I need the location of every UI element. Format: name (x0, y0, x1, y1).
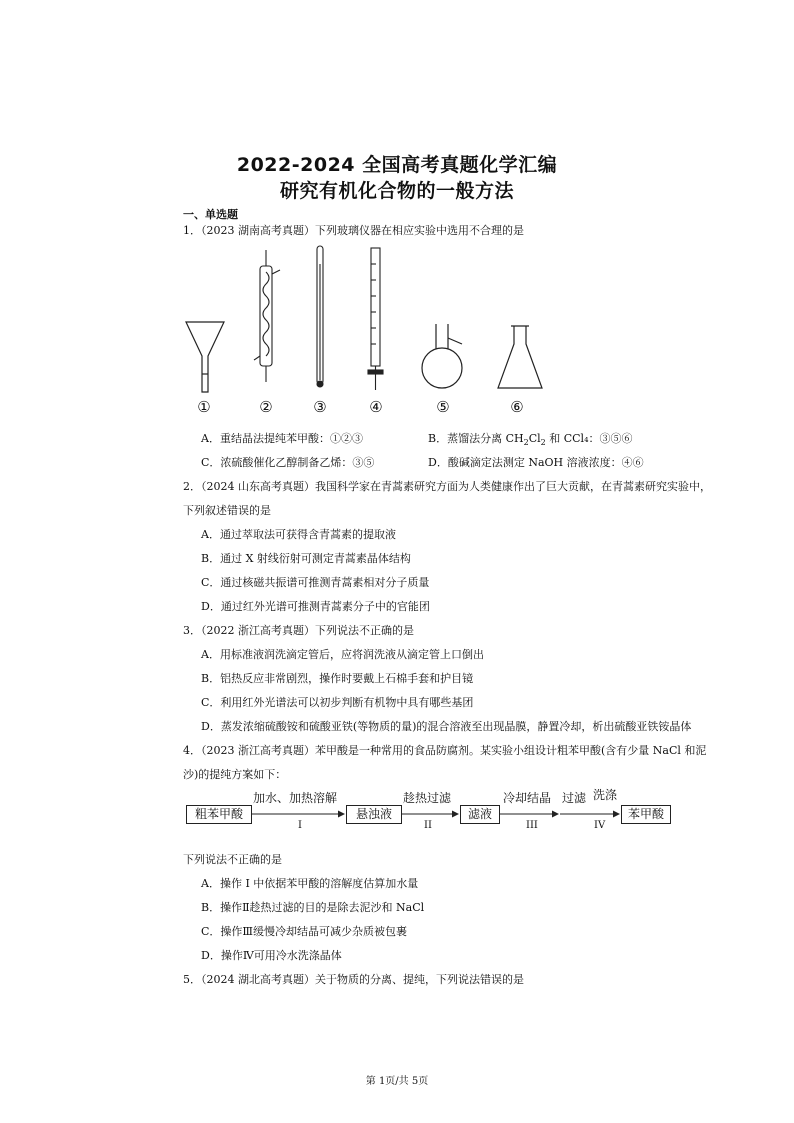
flow-box-product: 苯甲酸 (621, 805, 671, 824)
q2-stem-line2: 下列叙述错误的是 (183, 504, 271, 517)
q1-option-a: A．重结晶法提纯苯甲酸：①②③ (201, 432, 363, 445)
q4-stem-line1: 4．（2023 浙江高考真题）苯甲酸是一种常用的食品防腐剂。某实验小组设计粗苯甲酸(含有少量 NaCl 和泥 (183, 744, 707, 757)
doc-title-line1: 2022-2024 全国高考真题化学汇编 (236, 154, 558, 176)
flow-step-dissolve: 加水、加热溶解 (253, 791, 338, 805)
flow-roman-2: II (424, 820, 432, 831)
flow-roman-1: I (298, 820, 302, 831)
flow-roman-4: IV (594, 820, 606, 831)
q2-option-c: C．通过核磁共振谱可推测青蒿素相对分子质量 (201, 576, 430, 589)
flow-box-filtrate: 滤液 (460, 805, 500, 824)
apparatus-label-3: ③ (313, 398, 327, 416)
q5-stem: 5．（2024 湖北高考真题）关于物质的分离、提纯，下列说法错误的是 (183, 973, 524, 986)
q4-option-d: D．操作Ⅳ可用冷水洗涤晶体 (201, 949, 342, 962)
q3-option-b: B．铝热反应非常剧烈，操作时要戴上石棉手套和护目镜 (201, 672, 474, 685)
q2-stem-line1: 2．（2024 山东高考真题）我国科学家在青蒿素研究方面为人类健康作出了巨大贡献，在青蒿素研究实验中， (183, 480, 711, 493)
flow-step-filter: 过滤 (562, 791, 587, 805)
q1-option-c: C．浓硫酸催化乙醇制备乙烯：③⑤ (201, 456, 375, 469)
page-footer: 第 1页/共 5页 (365, 1076, 429, 1087)
flow-step-hot-filter: 趁热过滤 (403, 791, 452, 805)
flow-roman-3: III (526, 820, 538, 831)
q3-option-a: A．用标准液润洗滴定管后，应将润洗液从滴定管上口倒出 (201, 648, 484, 661)
doc-title-line2: 研究有机化合物的一般方法 (279, 180, 514, 202)
q3-stem: 3．（2022 浙江高考真题）下列说法不正确的是 (183, 624, 414, 637)
q4-stem-line2: 沙)的提纯方案如下： (183, 768, 287, 781)
q1-option-d: D．酸碱滴定法测定 NaOH 溶液浓度：④⑥ (428, 456, 644, 469)
q4-option-b: B．操作Ⅱ趁热过滤的目的是除去泥沙和 NaCl (201, 901, 425, 914)
apparatus-label-2: ② (259, 398, 273, 416)
apparatus-label-5: ⑤ (436, 398, 450, 416)
apparatus-label-4: ④ (369, 398, 383, 416)
q4-stem-line3: 下列说法不正确的是 (183, 853, 282, 866)
section-heading: 一、单选题 (183, 208, 238, 221)
apparatus-label-1: ① (197, 398, 211, 416)
q4-option-c: C．操作Ⅲ缓慢冷却结晶可减少杂质被包裹 (201, 925, 408, 938)
q1-option-b: B．蒸馏法分离 $CH_2Cl_2$ 和 CCl₄：③⑤⑥ (428, 432, 633, 448)
q2-option-a: A．通过萃取法可获得含青蒿素的提取液 (201, 528, 396, 541)
q3-option-c: C．利用红外光谱法可以初步判断有机物中具有哪些基团 (201, 696, 474, 709)
q3-option-d: D．蒸发浓缩硫酸铵和硫酸亚铁(等物质的量)的混合溶液至出现晶膜，静置冷却，析出硫酸亚铁铵晶体 (201, 720, 692, 733)
flow-box-suspension: 悬浊液 (346, 805, 402, 824)
apparatus-label-6: ⑥ (510, 398, 524, 416)
flow-step-crystallize: 冷却结晶 (503, 791, 552, 805)
flow-box-crude: 粗苯甲酸 (186, 805, 252, 824)
flow-step-wash: 洗涤 (593, 788, 618, 802)
q2-option-d: D．通过红外光谱可推测青蒿素分子中的官能团 (201, 600, 430, 613)
q4-option-a: A．操作 I 中依据苯甲酸的溶解度估算加水量 (201, 877, 419, 890)
q2-option-b: B．通过 X 射线衍射可测定青蒿素晶体结构 (201, 552, 411, 565)
q1-stem: 1．（2023 湖南高考真题）下列玻璃仪器在相应实验中选用不合理的是 (183, 224, 524, 237)
